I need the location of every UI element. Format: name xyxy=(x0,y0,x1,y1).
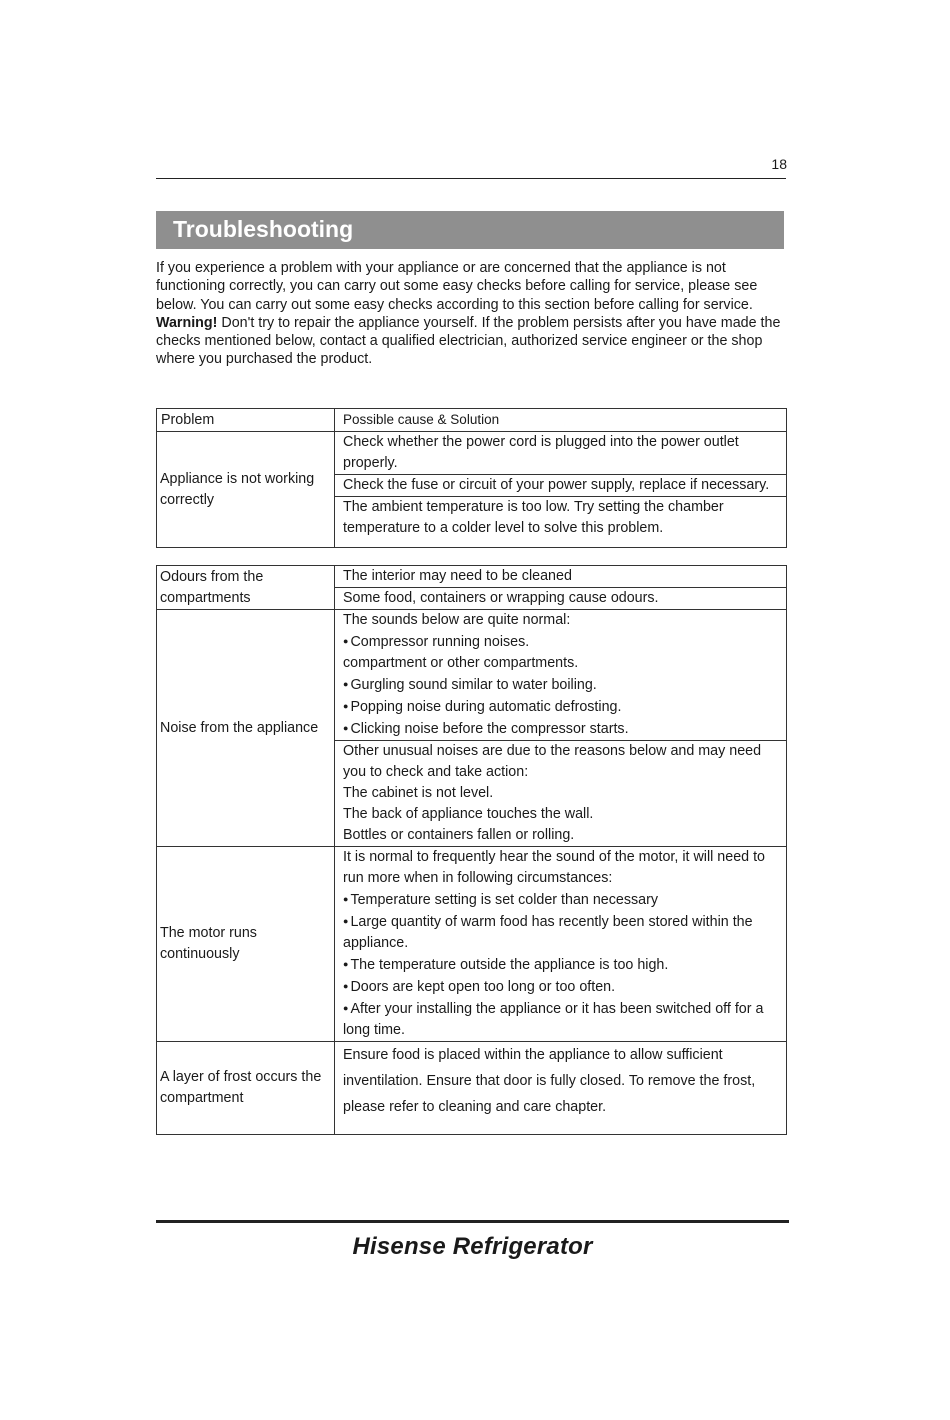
problem-cell: Appliance is not working correctly xyxy=(157,432,335,548)
solution-cell xyxy=(335,566,787,588)
problem-cell: Odours from the compartments xyxy=(157,566,335,610)
table-row xyxy=(157,1042,787,1135)
solution-bullet: ● Large quantity of warm food has recently been stored within the appliance. xyxy=(343,911,776,954)
solution-line: The cabinet is not level. xyxy=(343,785,494,801)
solution-line: Check the fuse or circuit of your power supply, replace if necessary. xyxy=(343,477,770,493)
solution-bullet: ● Doors are kept open too long or too often. xyxy=(343,976,776,998)
solution-line: Check whether the power cord is plugged into the power outlet properly. xyxy=(343,434,739,471)
problem-cell: A layer of frost occurs the compartment xyxy=(157,1042,335,1135)
troubleshooting-table xyxy=(156,408,787,1135)
warning-label: Warning! xyxy=(156,314,218,331)
table-row xyxy=(157,432,787,475)
solution-line: The sounds below are quite normal: xyxy=(343,612,571,628)
table-row xyxy=(157,610,787,741)
solution-cell xyxy=(335,847,787,1042)
header-problem: Problem xyxy=(157,409,335,432)
solution-bullet: ● Gurgling sound similar to water boiling. xyxy=(343,674,776,696)
warning-paragraph xyxy=(156,314,796,369)
table-row xyxy=(157,566,787,588)
solution-line: Some food, containers or wrapping cause odours. xyxy=(343,590,659,606)
solution-cell xyxy=(335,1042,787,1135)
table-spacer xyxy=(157,548,787,566)
solution-line: Bottles or containers fallen or rolling. xyxy=(343,827,575,843)
solution-cell xyxy=(335,497,787,548)
solution-cell xyxy=(335,610,787,741)
footer-rule xyxy=(156,1220,789,1223)
solution-bullet: ● After your installing the appliance or it has been switched off for a long time. xyxy=(343,998,776,1041)
section-title: Troubleshooting xyxy=(156,211,784,249)
solution-bullet: ● Temperature setting is set colder than necessary xyxy=(343,889,776,911)
warning-text: Don't try to repair the appliance yourself. If the problem persists after you have made the checks mentioned below, contact a qualified electrician, authorized service engineer or the shop where you purchased the product. xyxy=(156,314,781,368)
solution-line: The back of appliance touches the wall. xyxy=(343,806,594,822)
solution-line: Other unusual noises are due to the reasons below and may need you to check and take action: xyxy=(343,743,762,780)
table-header-row xyxy=(157,409,787,432)
intro-text xyxy=(156,259,796,369)
solution-cell xyxy=(335,475,787,497)
solution-bullet: ● Popping noise during automatic defrosting. xyxy=(343,696,776,718)
solution-bullet: ● Clicking noise before the compressor starts. xyxy=(343,718,776,740)
header-rule xyxy=(156,178,786,179)
problem-cell: Noise from the appliance xyxy=(157,610,335,847)
solution-line: The ambient temperature is too low. Try setting the chamber temperature to a colder level to solve this problem. xyxy=(343,499,724,536)
page-number: 18 xyxy=(771,156,787,172)
solution-line: Ensure food is placed within the appliance to allow sufficient inventilation. Ensure that door is fully closed. To remove the frost, please refer to cleaning and care chapter. xyxy=(343,1047,756,1115)
solution-line: The interior may need to be cleaned xyxy=(343,568,572,584)
solution-bullet: ● Compressor running noises. xyxy=(343,631,776,653)
solution-cell xyxy=(335,588,787,610)
header-solution: Possible cause & Solution xyxy=(335,409,787,432)
solution-bullet: ● The temperature outside the appliance is too high. xyxy=(343,954,776,976)
brand-logo: Hisense Refrigerator xyxy=(352,1233,593,1260)
problem-cell: The motor runs continuously xyxy=(157,847,335,1042)
solution-cell xyxy=(335,741,787,847)
table-row xyxy=(157,847,787,1042)
intro-paragraph: If you experience a problem with your appliance or are concerned that the appliance is not functioning correctly, you can carry out some easy checks before calling for service, please see below. You can carry out some easy checks according to this section before calling for service. xyxy=(156,260,758,313)
solution-line: compartment or other compartments. xyxy=(343,655,579,671)
solution-line: It is normal to frequently hear the sound of the motor, it will need to run more when in following circumstances: xyxy=(343,849,765,886)
solution-cell xyxy=(335,432,787,475)
